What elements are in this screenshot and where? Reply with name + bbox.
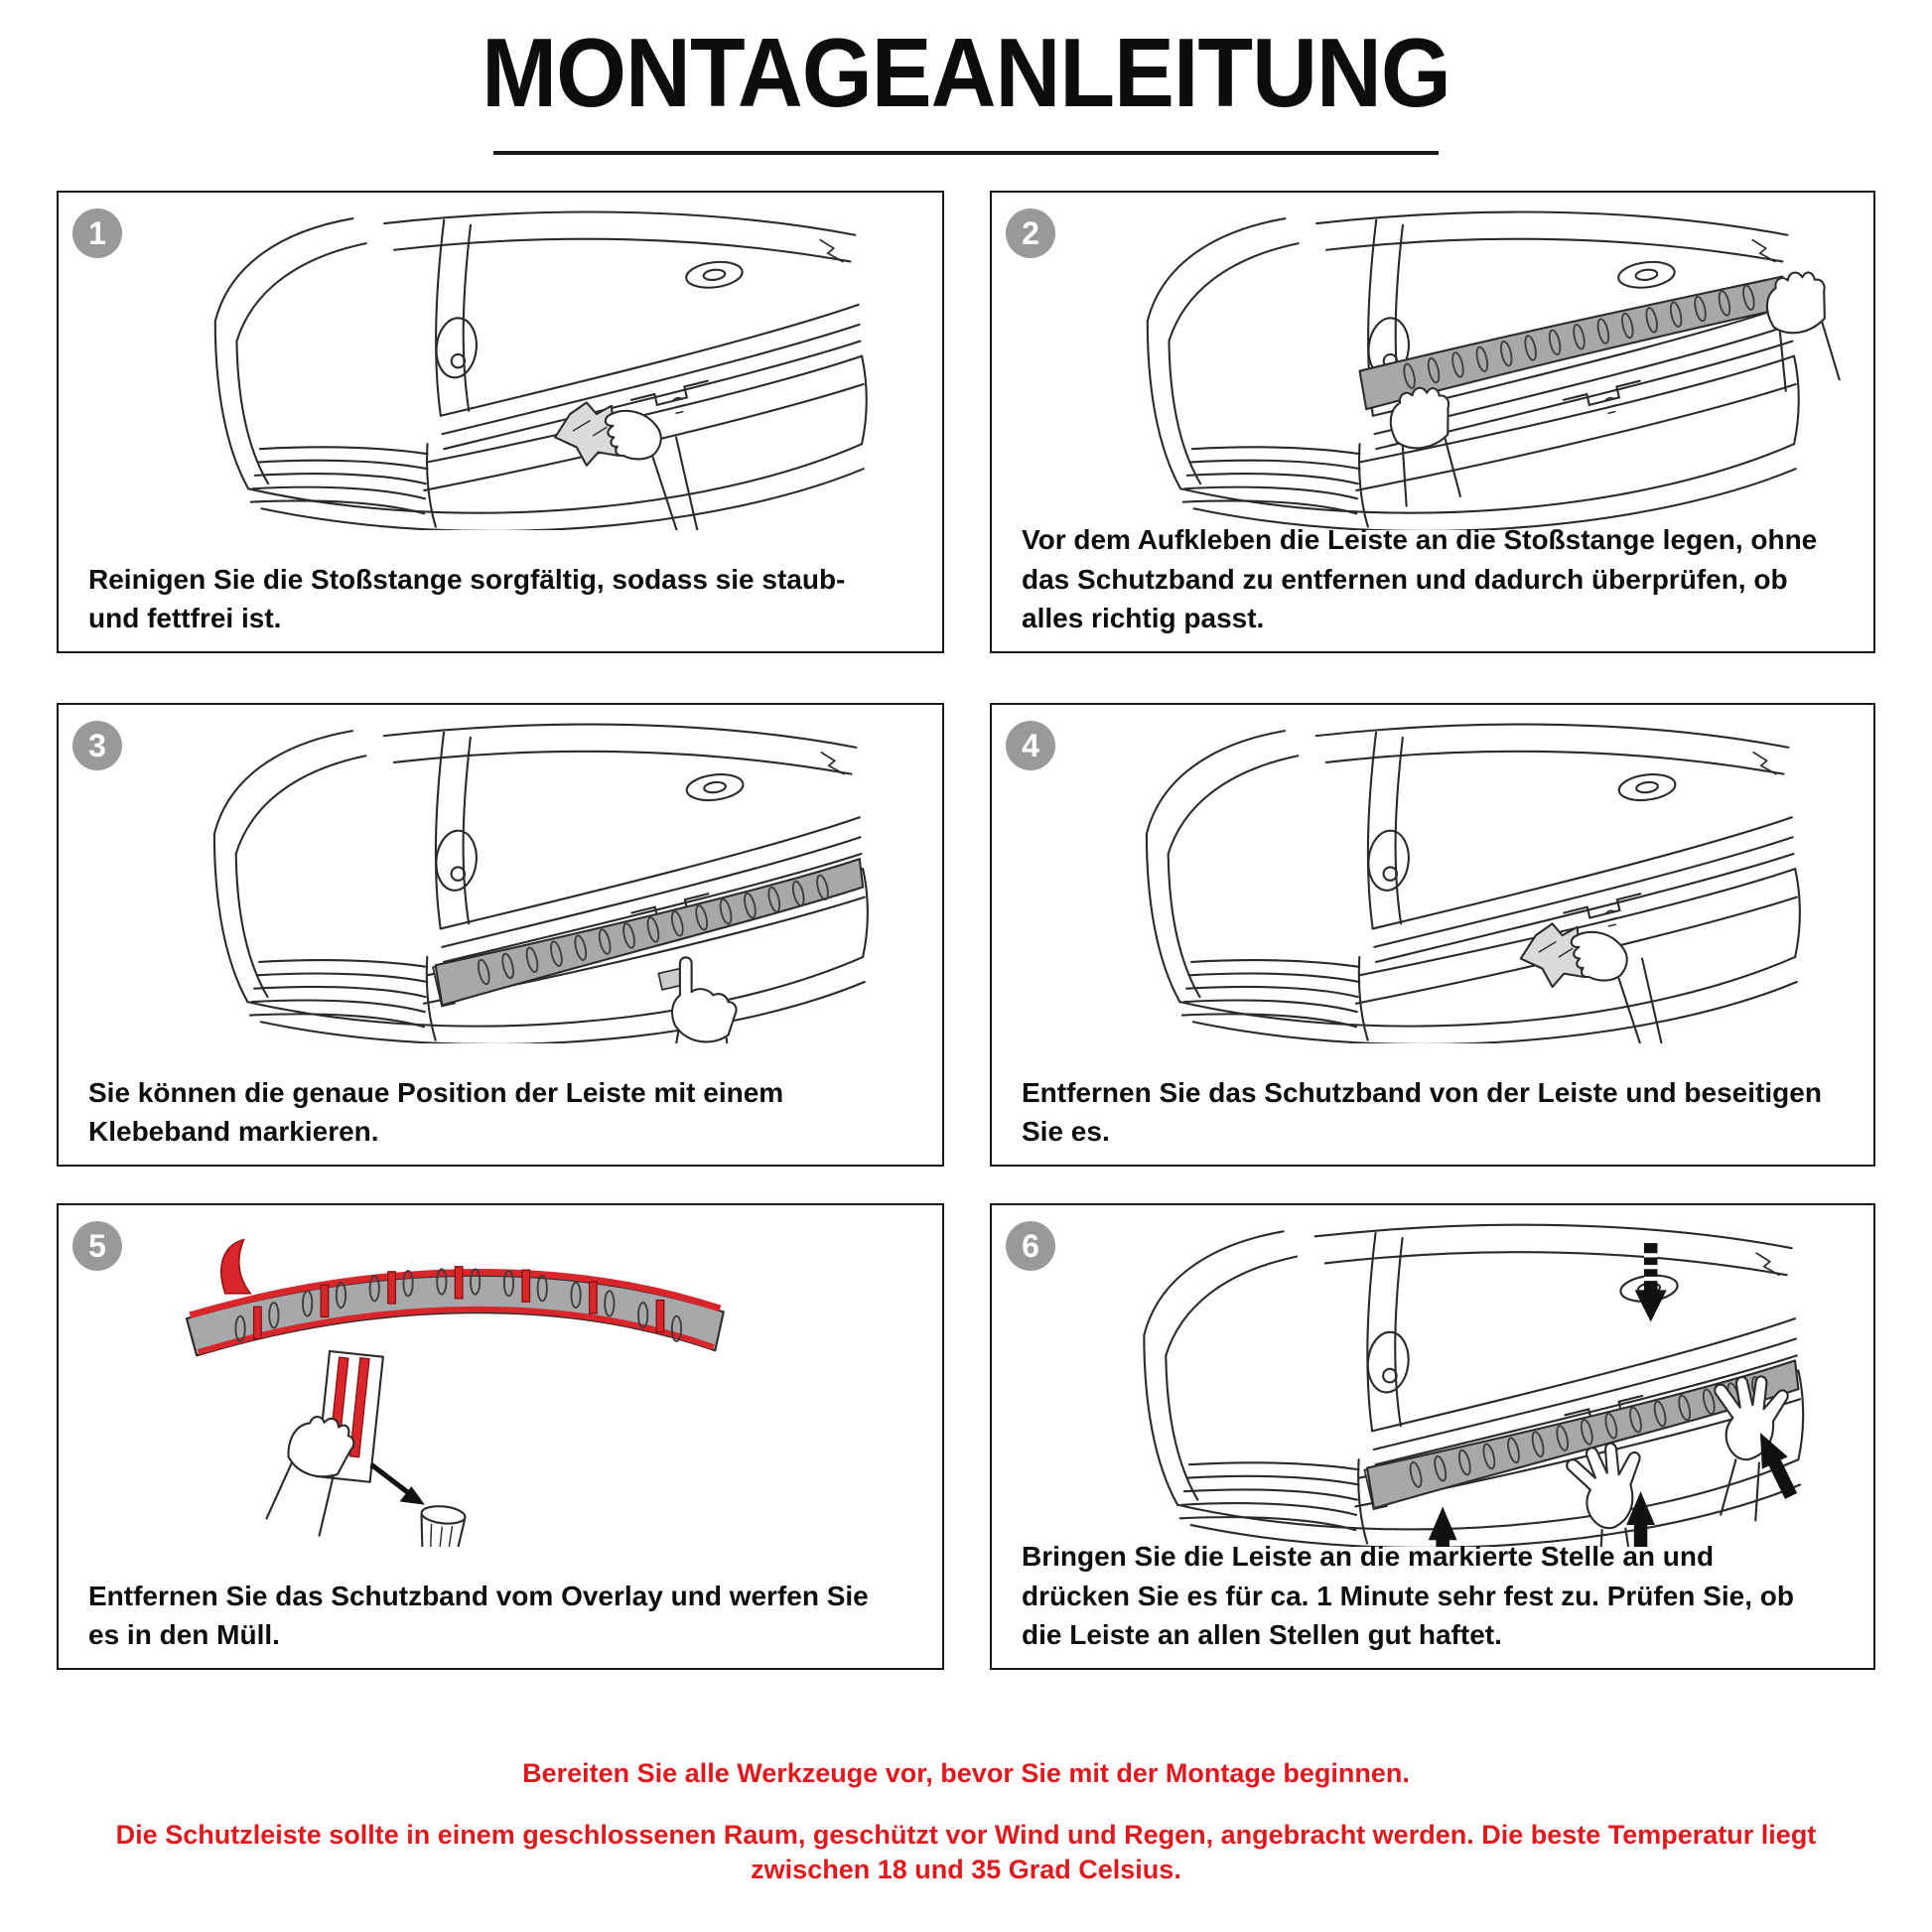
step4-illustration: [1000, 711, 1865, 1043]
car-rear-illustration: [1000, 711, 1865, 1043]
step-caption: Sie können die genaue Position der Leiste mit einem Klebeband markieren.: [88, 1076, 784, 1147]
step-caption: Vor dem Aufkleben die Leiste an die Stoßstange legen, ohne das Schutzband zu entfernen und dadurch überprüfen, ob alles richtig passt.: [1022, 524, 1818, 633]
step-panel-1: [57, 191, 944, 653]
car-rear-illustration: [1000, 1211, 1865, 1547]
step3-illustration: [67, 711, 934, 1043]
step6-illustration: [1000, 1211, 1865, 1547]
step-number-badge: 3: [72, 721, 122, 770]
step-panel-3: [57, 703, 944, 1167]
step-caption: Entfernen Sie das Schutzband von der Leiste und beseitigen Sie es.: [1022, 1076, 1822, 1147]
adhesive-red-liner-curl: [221, 1240, 250, 1294]
step-number-badge: 4: [1006, 721, 1055, 770]
step5-illustration: [67, 1211, 934, 1547]
overlay-strip-illustration: [67, 1211, 934, 1547]
step-caption: Reinigen Sie die Stoßstange sorgfältig, sodass sie staub- und fettfrei ist.: [88, 563, 846, 633]
car-rear-illustration: [1000, 199, 1865, 530]
step-panel-2: [990, 191, 1875, 653]
step-panel-6: [990, 1203, 1875, 1670]
discard-arrow: [371, 1464, 413, 1496]
step-number-badge: 6: [1006, 1221, 1055, 1271]
car-rear-illustration: [67, 711, 934, 1043]
footer-note-environment: Die Schutzleiste sollte in einem geschlossenen Raum, geschützt vor Wind und Regen, angebracht werden. Die beste Temperatur liegt zwischen 18 und 35 Grad Celsius.: [115, 1820, 1817, 1885]
step-number-badge: 2: [1006, 208, 1055, 258]
page-title: MONTAGEANLEITUNG: [482, 18, 1450, 127]
car-rear-illustration: [67, 199, 934, 530]
footer-notes: [0, 1756, 1932, 1887]
step2-illustration: [1000, 199, 1865, 530]
arrow-down-icon: [1635, 1243, 1667, 1321]
title-underline: [493, 151, 1439, 155]
step-panel-4: [990, 703, 1875, 1167]
step-caption: Entfernen Sie das Schutzband vom Overlay und werfen Sie es in den Müll.: [88, 1580, 869, 1650]
step-caption: Bringen Sie die Leiste an die markierte Stelle an und drücken Sie es für ca. 1 Minute sehr fest zu. Prüfen Sie, ob die Leiste an allen Stellen gut haftet.: [1022, 1541, 1794, 1650]
trash-can-icon: [416, 1504, 466, 1547]
step1-illustration: [67, 199, 934, 530]
step-number-badge: 5: [72, 1221, 122, 1271]
footer-note-tools: Bereiten Sie alle Werkzeuge vor, bevor Sie mit der Montage beginnen.: [522, 1758, 1410, 1788]
step-number-badge: 1: [72, 208, 122, 258]
hand-wiping-cloth-icon: [555, 402, 698, 530]
step-panel-5: [57, 1203, 944, 1670]
